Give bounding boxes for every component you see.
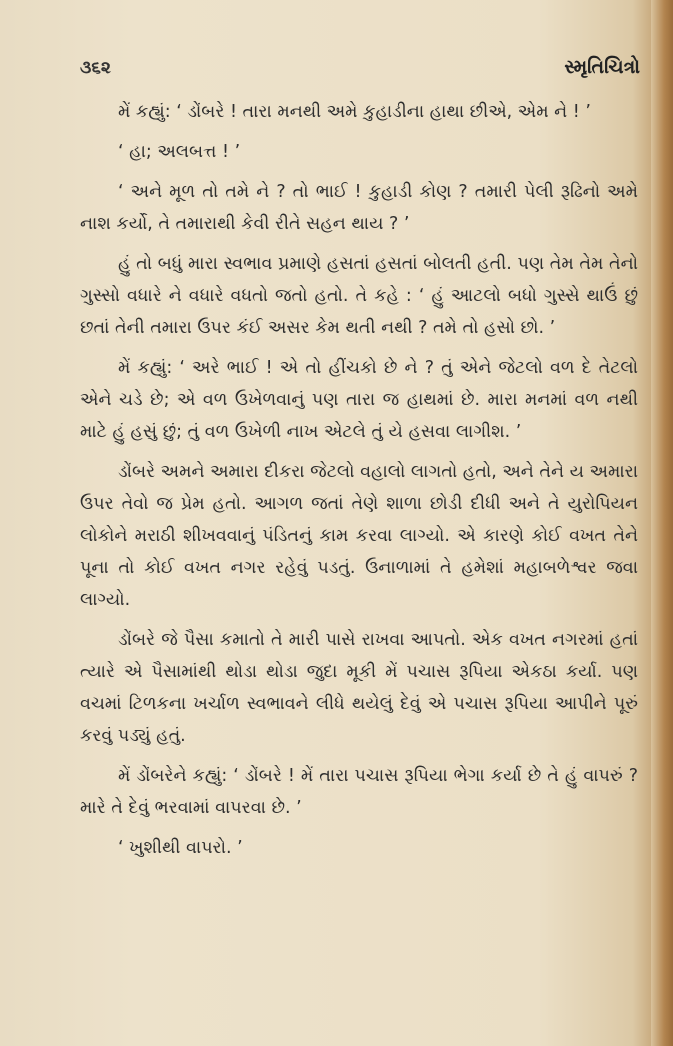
paragraph: મેં કહ્યું: ‘ અરે ભાઈ ! એ તો હીંચકો છે ને ? તું એને જેટલો વળ દે તેટલો એને ચડે છે; એ વળ ઉખેળવાનું પણ તારા જ હાથમાં છે. મારા મનમાં વળ નથી માટે હું હસું છું; તું વળ ઉખેળી નાખ એટલે તું યે હસવા લાગીશ. ’ [80, 358, 638, 442]
running-title: સ્મૃતિચિત્રો [564, 56, 640, 78]
paragraph: ડોંબરે અમને અમારા દીકરા જેટલો વહાલો લાગતો હતો, અને તેને ય અમારા ઉપર તેવો જ પ્રેમ હતો. આગળ જતાં તેણે શાળા છોડી દીધી અને તે યુરોપિયન લોકોને મરાઠી શીખવવાનું પંડિતનું કામ કરવા લાગ્યો. એ કારણે કોઈ વખત તેને પૂના તો કોઈ વખત નગર રહેવું પડતું. ઉનાળામાં તે હમેશાં મહાબળેશ્વર જવા લાગ્યો. [80, 462, 638, 610]
paragraph: મેં કહ્યું: ‘ ડોંબરે ! તારા મનથી અમે કુહાડીના હાથા છીએ, એમ ને ! ’ [118, 102, 591, 122]
page-number: ૩૬૨ [80, 58, 111, 78]
paragraph: ‘ અને મૂળ તો તમે ને ? તો ભાઈ ! કુહાડી કોણ ? તમારી પેલી રૂઢિનો અમે નાશ કર્યો, તે તમારાથી કેવી રીતે સહન થાય ? ’ [80, 182, 638, 234]
page-edge [651, 0, 673, 1046]
paragraph: ડોંબરે જે પૈસા કમાતો તે મારી પાસે રાખવા આપતો. એક વખત નગરમાં હતાં ત્યારે એ પૈસામાંથી થોડા થોડા જુદા મૂકી મેં પચાસ રૂપિયા એકઠા કર્યા. પણ વચમાં ટિળકના ખર્ચાળ સ્વભાવને લીધે થયેલું દેવું એ પચાસ રૂપિયા આપીને પૂરું કરવું પડ્યું હતું. [80, 630, 638, 746]
paragraph: ‘ હા; અલબત્ત ! ’ [118, 142, 241, 162]
paragraph: ‘ ખુશીથી વાપરો. ’ [118, 838, 243, 858]
paragraph: મેં ડોંબરેને કહ્યું: ‘ ડોંબરે ! મેં તારા પચાસ રૂપિયા ભેગા કર્યા છે તે હું વાપરું ? મારે તે દેવું ભરવામાં વાપરવા છે. ’ [80, 766, 638, 818]
paragraph: હું તો બધું મારા સ્વભાવ પ્રમાણે હસતાં હસતાં બોલતી હતી. પણ તેમ તેમ તેનો ગુસ્સો વધારે ને વધારે વધતો જતો હતો. તે કહે : ‘ હું આટલો બધો ગુસ્સે થાઉં છું છતાં તેની તમારા ઉપર કંઈ અસર કેમ થતી નથી ? તમે તો હસો છો. ’ [80, 254, 638, 338]
page-header [80, 52, 640, 86]
body-text [80, 96, 638, 872]
